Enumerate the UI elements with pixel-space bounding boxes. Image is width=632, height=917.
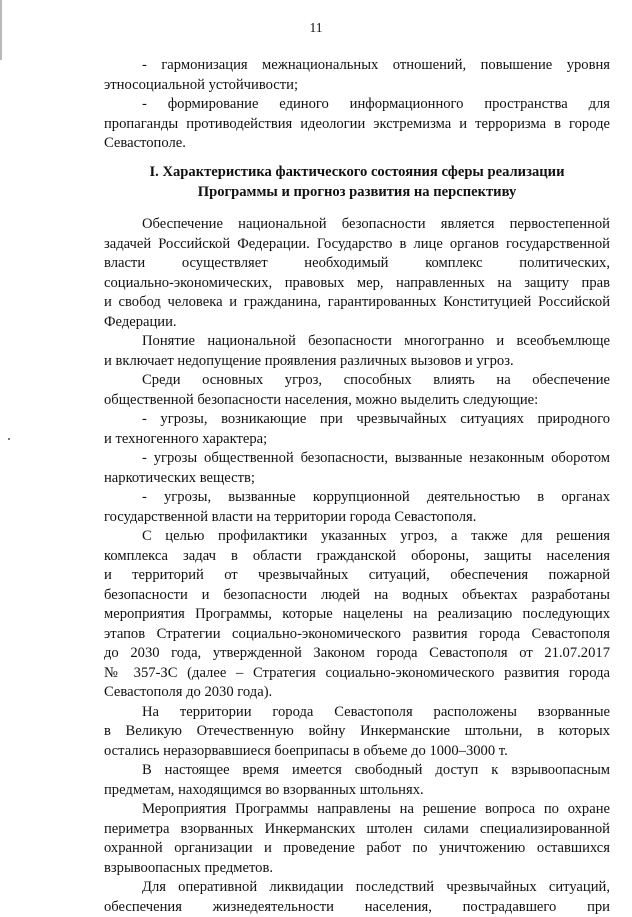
paragraph-line: Мероприятия Программы направлены на решение вопроса по охране [104,800,610,820]
paragraph-line: социально-экономических, правовых мер, направленных на защиту прав [104,274,610,294]
paragraph-line: С целью профилактики указанных угроз, а также для решения [104,527,610,547]
paragraph-line: обеспечения жизнедеятельности населения, пострадавшего при [104,898,610,917]
paragraph-line: Для оперативной ликвидации последствий чрезвычайных ситуаций, [104,878,610,898]
paragraph-line: мероприятия Программы, которые нацелены на реализацию последующих [104,605,610,625]
paragraph-line: и свобод человека и гражданина, гарантированных Конституцией Российской [104,293,610,313]
section-heading [104,163,610,202]
paragraph-line: и территорий от чрезвычайных ситуаций, обеспечения пожарной [104,566,610,586]
paragraph-line: - угрозы общественной безопасности, вызванные незаконным оборотом [104,449,610,469]
section-heading-line: Программы и прогноз развития на перспективу [104,183,610,203]
paragraph-line: в Великую Отечественную войну Инкерманские штольни, в которых [104,722,610,742]
paragraph-line: Понятие национальной безопасности многогранно и всеобъемлюще [104,332,610,352]
list-item-line: Севастополе. [104,134,610,154]
paragraph-line: Среди основных угроз, способных влиять на обеспечение [104,371,610,391]
paragraph-line: Обеспечение национальной безопасности является первостепенной [104,215,610,235]
list-item-line: этносоциальной устойчивости; [104,76,610,96]
paragraph-line: Федерации. [104,313,610,333]
paragraph-line: безопасности и безопасности людей на водных объектах разработаны [104,586,610,606]
paragraph-line: и включает недопущение проявления различных вызовов и угроз. [104,352,610,372]
list-item-line: - гармонизация межнациональных отношений, повышение уровня [104,56,610,76]
paragraph-line: - угрозы, вызванные коррупционной деятельностью в органах [104,488,610,508]
section-heading-line: I. Характеристика фактического состояния сферы реализации [104,163,610,183]
body-text [104,215,610,917]
paragraph-line: общественной безопасности населения, можно выделить следующие: [104,391,610,411]
paragraph-line: предметам, находящимся во взорванных штольнях. [104,781,610,801]
paragraph-line: остались неразорвавшиеся боеприпасы в объеме до 1000–3000 т. [104,742,610,762]
paragraph-line: В настоящее время имеется свободный доступ к взрывоопасным [104,761,610,781]
paragraph-line: взрывоопасных предметов. [104,859,610,879]
paragraph-line: На территории города Севастополя расположены взорванные [104,703,610,723]
paragraph-line: № 357-ЗС (далее – Стратегия социально-экономического развития города [104,664,610,684]
paragraph-line: государственной власти на территории города Севастополя. [104,508,610,528]
page-number: 11 [0,20,632,36]
paragraph-line: до 2030 года, утвержденной Законом города Севастополя от 21.07.2017 [104,644,610,664]
list-item-line: пропаганды противодействия идеологии экстремизма и терроризма в городе [104,115,610,135]
paragraph-line: периметра взорванных Инкерманских штолен силами специализированной [104,820,610,840]
paragraph-line: комплекса задач в области гражданской обороны, защиты населения [104,547,610,567]
intro-list [104,56,610,154]
paragraph-line: наркотических веществ; [104,469,610,489]
paragraph-line: задачей Российской Федерации. Государство в лице органов государственной [104,235,610,255]
paragraph-line: - угрозы, возникающие при чрезвычайных ситуациях природного [104,410,610,430]
paragraph-line: этапов Стратегии социально-экономического развития города Севастополя [104,625,610,645]
paragraph-line: власти осуществляет необходимый комплекс политических, [104,254,610,274]
paragraph-line: и техногенного характера; [104,430,610,450]
paragraph-line: охранной организации и проведение работ по уничтожению оставшихся [104,839,610,859]
scan-dot [8,438,10,440]
list-item-line: - формирование единого информационного пространства для [104,95,610,115]
paragraph-line: Севастополя до 2030 года). [104,683,610,703]
